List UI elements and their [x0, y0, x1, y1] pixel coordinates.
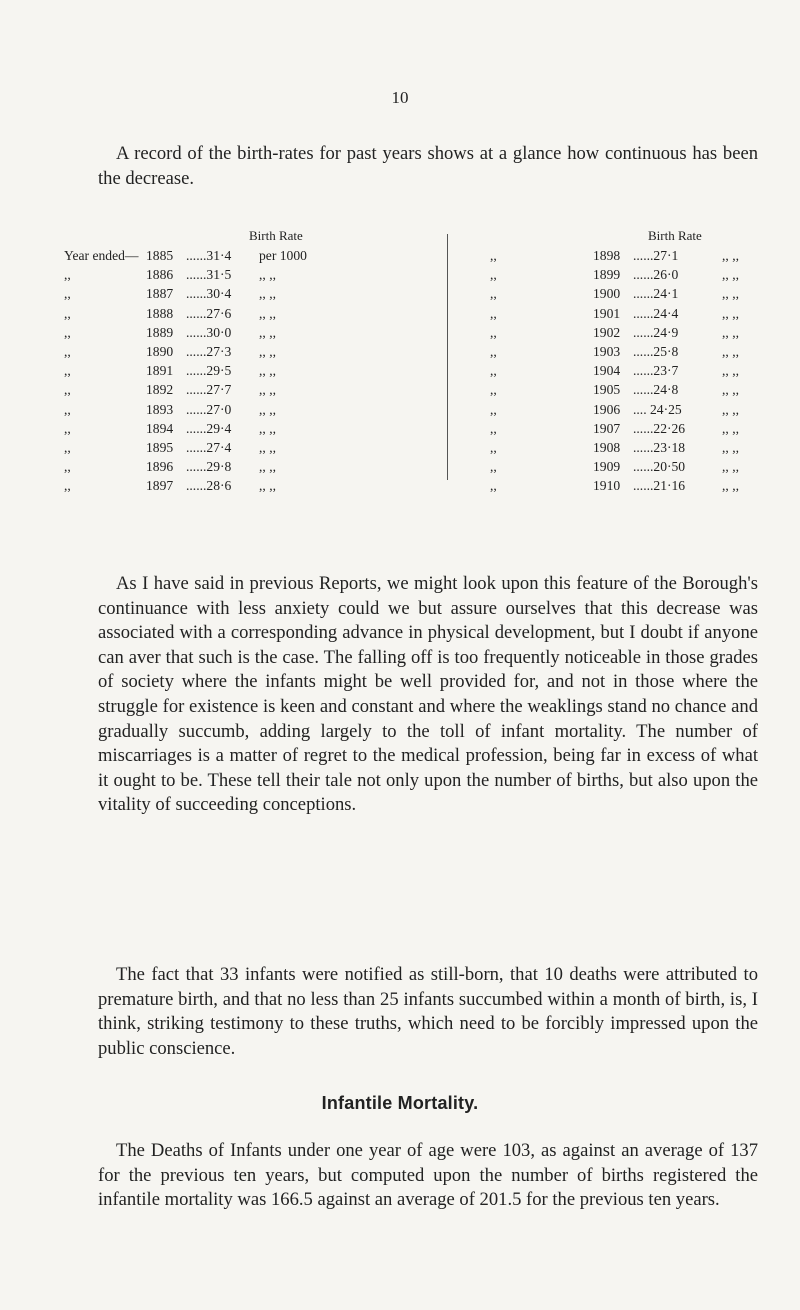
row-unit: ,, ,,	[722, 401, 739, 417]
row-prefix: ,,	[64, 478, 71, 494]
row-rate: ......21·16	[633, 478, 686, 494]
row-prefix: ,,	[490, 343, 497, 359]
row-year: 1886	[146, 267, 174, 283]
row-prefix: ,,	[490, 324, 497, 340]
row-prefix: ,,	[64, 459, 71, 475]
row-year: 1893	[146, 401, 174, 417]
row-rate: ......24·4	[633, 305, 679, 321]
row-year: 1905	[593, 382, 621, 398]
row-unit: ,, ,,	[259, 305, 276, 321]
row-prefix: ,,	[490, 267, 497, 283]
row-year: 1906	[593, 401, 621, 417]
row-prefix: ,,	[490, 305, 497, 321]
column-divider	[447, 234, 448, 480]
row-prefix: ,,	[64, 363, 71, 379]
row-prefix: ,,	[64, 401, 71, 417]
row-rate: ......31·5	[186, 267, 232, 283]
row-year: 1889	[146, 324, 174, 340]
row-unit: ,, ,,	[259, 286, 276, 302]
row-year: 1897	[146, 478, 174, 494]
row-year: 1908	[593, 439, 621, 455]
row-unit: ,, ,,	[259, 324, 276, 340]
row-year: 1904	[593, 363, 621, 379]
page-number: 10	[391, 88, 409, 107]
row-year: 1896	[146, 459, 174, 475]
row-prefix: ,,	[490, 363, 497, 379]
row-prefix: ,,	[490, 401, 497, 417]
row-year: 1907	[593, 420, 621, 436]
row-year: 1898	[593, 248, 621, 263]
row-rate: ......20·50	[633, 459, 686, 475]
row-prefix: ,,	[64, 286, 71, 302]
section-heading: Infantile Mortality.	[321, 1093, 479, 1113]
row-year: 1901	[593, 305, 621, 321]
row-rate: ......30·4	[186, 286, 232, 302]
intro-paragraph: A record of the birth-rates for past years shows at a glance how continuous has been the decrease.	[98, 143, 758, 189]
row-rate: ......27·7	[186, 382, 232, 398]
row-rate: ......27·4	[186, 439, 232, 455]
row-prefix: ,,	[64, 343, 71, 359]
row-rate: ......27·1	[633, 248, 679, 263]
row-unit: ,, ,,	[722, 382, 739, 398]
row-prefix: ,,	[490, 478, 497, 494]
row-prefix: ,,	[490, 420, 497, 436]
row-year: 1888	[146, 305, 174, 321]
row-unit: ,, ,,	[722, 248, 739, 263]
row-rate: ......24·1	[633, 286, 679, 302]
row-rate: ......23·7	[633, 363, 679, 379]
row-year: 1910	[593, 478, 621, 494]
row-rate: ......23·18	[633, 439, 686, 455]
row-unit: ,, ,,	[722, 459, 739, 475]
right-column-header: Birth Rate	[648, 228, 702, 243]
row-unit: ,, ,,	[722, 478, 739, 494]
row-prefix: ,,	[64, 439, 71, 455]
row-rate: ......24·8	[633, 382, 679, 398]
row-rate: ......29·8	[186, 459, 232, 475]
row-rate: ......30·0	[186, 324, 232, 340]
paragraph-infant-deaths: The Deaths of Infants under one year of age were 103, as against an average of 137 for the previous ten years, but computed upon the number of births registered the infantile mortality was 166.5 against an average of 201.5 for the previous ten years.	[98, 1140, 758, 1211]
row-rate: ......31·4	[186, 248, 232, 263]
row-unit: ,, ,,	[259, 420, 276, 436]
row-unit: per 1000	[259, 248, 307, 263]
row-unit: ,, ,,	[259, 439, 276, 455]
row-year: 1909	[593, 459, 621, 475]
row-rate: ......27·3	[186, 343, 232, 359]
row-unit: ,, ,,	[259, 459, 276, 475]
row-unit: ,, ,,	[722, 439, 739, 455]
row-unit: ,, ,,	[259, 401, 276, 417]
row-unit: ,, ,,	[259, 343, 276, 359]
row-rate: ......27·0	[186, 401, 232, 417]
row-year: 1899	[593, 267, 621, 283]
row-year: 1894	[146, 420, 174, 436]
row-prefix: ,,	[490, 248, 497, 263]
row-rate: ......26·0	[633, 267, 679, 283]
row-rate: ......28·6	[186, 478, 232, 494]
row-unit: ,, ,,	[259, 267, 276, 283]
row-prefix: ,,	[64, 420, 71, 436]
paragraph-development: As I have said in previous Reports, we might look upon this feature of the Borough's continuance with less anxiety could we but assure ourselves that this decrease was associated with a corresponding advance in physical development, but I doubt if anyone can aver that such is the case. The falling off is too frequently noticeable in those grades of society where the infants might be well provided for, and not in those where the struggle for existence is keen and constant and where the weaklings stand no chance and gradually succumb, adding largely to the toll of infant mortality. The number of miscarriages is a matter of regret to the medical profession, being far in excess of what it ought to be. These tell their tale not only upon the number of births, but also upon the vitality of succeeding conceptions.	[98, 573, 758, 816]
row-year: 1895	[146, 439, 174, 455]
row-rate: ......29·5	[186, 363, 232, 379]
row-prefix: ,,	[64, 382, 71, 398]
row-rate: ......27·6	[186, 305, 232, 321]
row-year: 1885	[146, 248, 174, 263]
row-rate: ......22·26	[633, 420, 686, 436]
row-prefix: Year ended—	[64, 248, 139, 263]
row-prefix: ,,	[64, 305, 71, 321]
row-year: 1902	[593, 324, 621, 340]
row-prefix: ,,	[490, 286, 497, 302]
row-unit: ,, ,,	[722, 343, 739, 359]
row-prefix: ,,	[64, 324, 71, 340]
row-unit: ,, ,,	[722, 324, 739, 340]
row-unit: ,, ,,	[722, 286, 739, 302]
left-column-header: Birth Rate	[249, 228, 303, 243]
row-year: 1903	[593, 343, 621, 359]
row-rate: ......25·8	[633, 343, 679, 359]
row-year: 1890	[146, 343, 174, 359]
row-year: 1887	[146, 286, 174, 302]
row-rate: .... 24·25	[633, 401, 682, 417]
row-prefix: ,,	[490, 382, 497, 398]
row-unit: ,, ,,	[722, 305, 739, 321]
row-year: 1900	[593, 286, 621, 302]
row-rate: ......24·9	[633, 324, 679, 340]
row-unit: ,, ,,	[722, 363, 739, 379]
row-unit: ,, ,,	[259, 478, 276, 494]
paragraph-stillbirths: The fact that 33 infants were notified as still-born, that 10 deaths were attributed to premature birth, and that no less than 25 infants succumbed within a month of birth, is, I think, striking testimony to these truths, which need to be forcibly impressed upon the public conscience.	[98, 964, 758, 1059]
row-unit: ,, ,,	[722, 267, 739, 283]
row-unit: ,, ,,	[259, 382, 276, 398]
row-prefix: ,,	[490, 439, 497, 455]
row-prefix: ,,	[490, 459, 497, 475]
row-unit: ,, ,,	[259, 363, 276, 379]
row-year: 1892	[146, 382, 174, 398]
row-unit: ,, ,,	[722, 420, 739, 436]
row-prefix: ,,	[64, 267, 71, 283]
row-rate: ......29·4	[186, 420, 232, 436]
birth-rate-table	[56, 228, 756, 494]
row-year: 1891	[146, 363, 174, 379]
